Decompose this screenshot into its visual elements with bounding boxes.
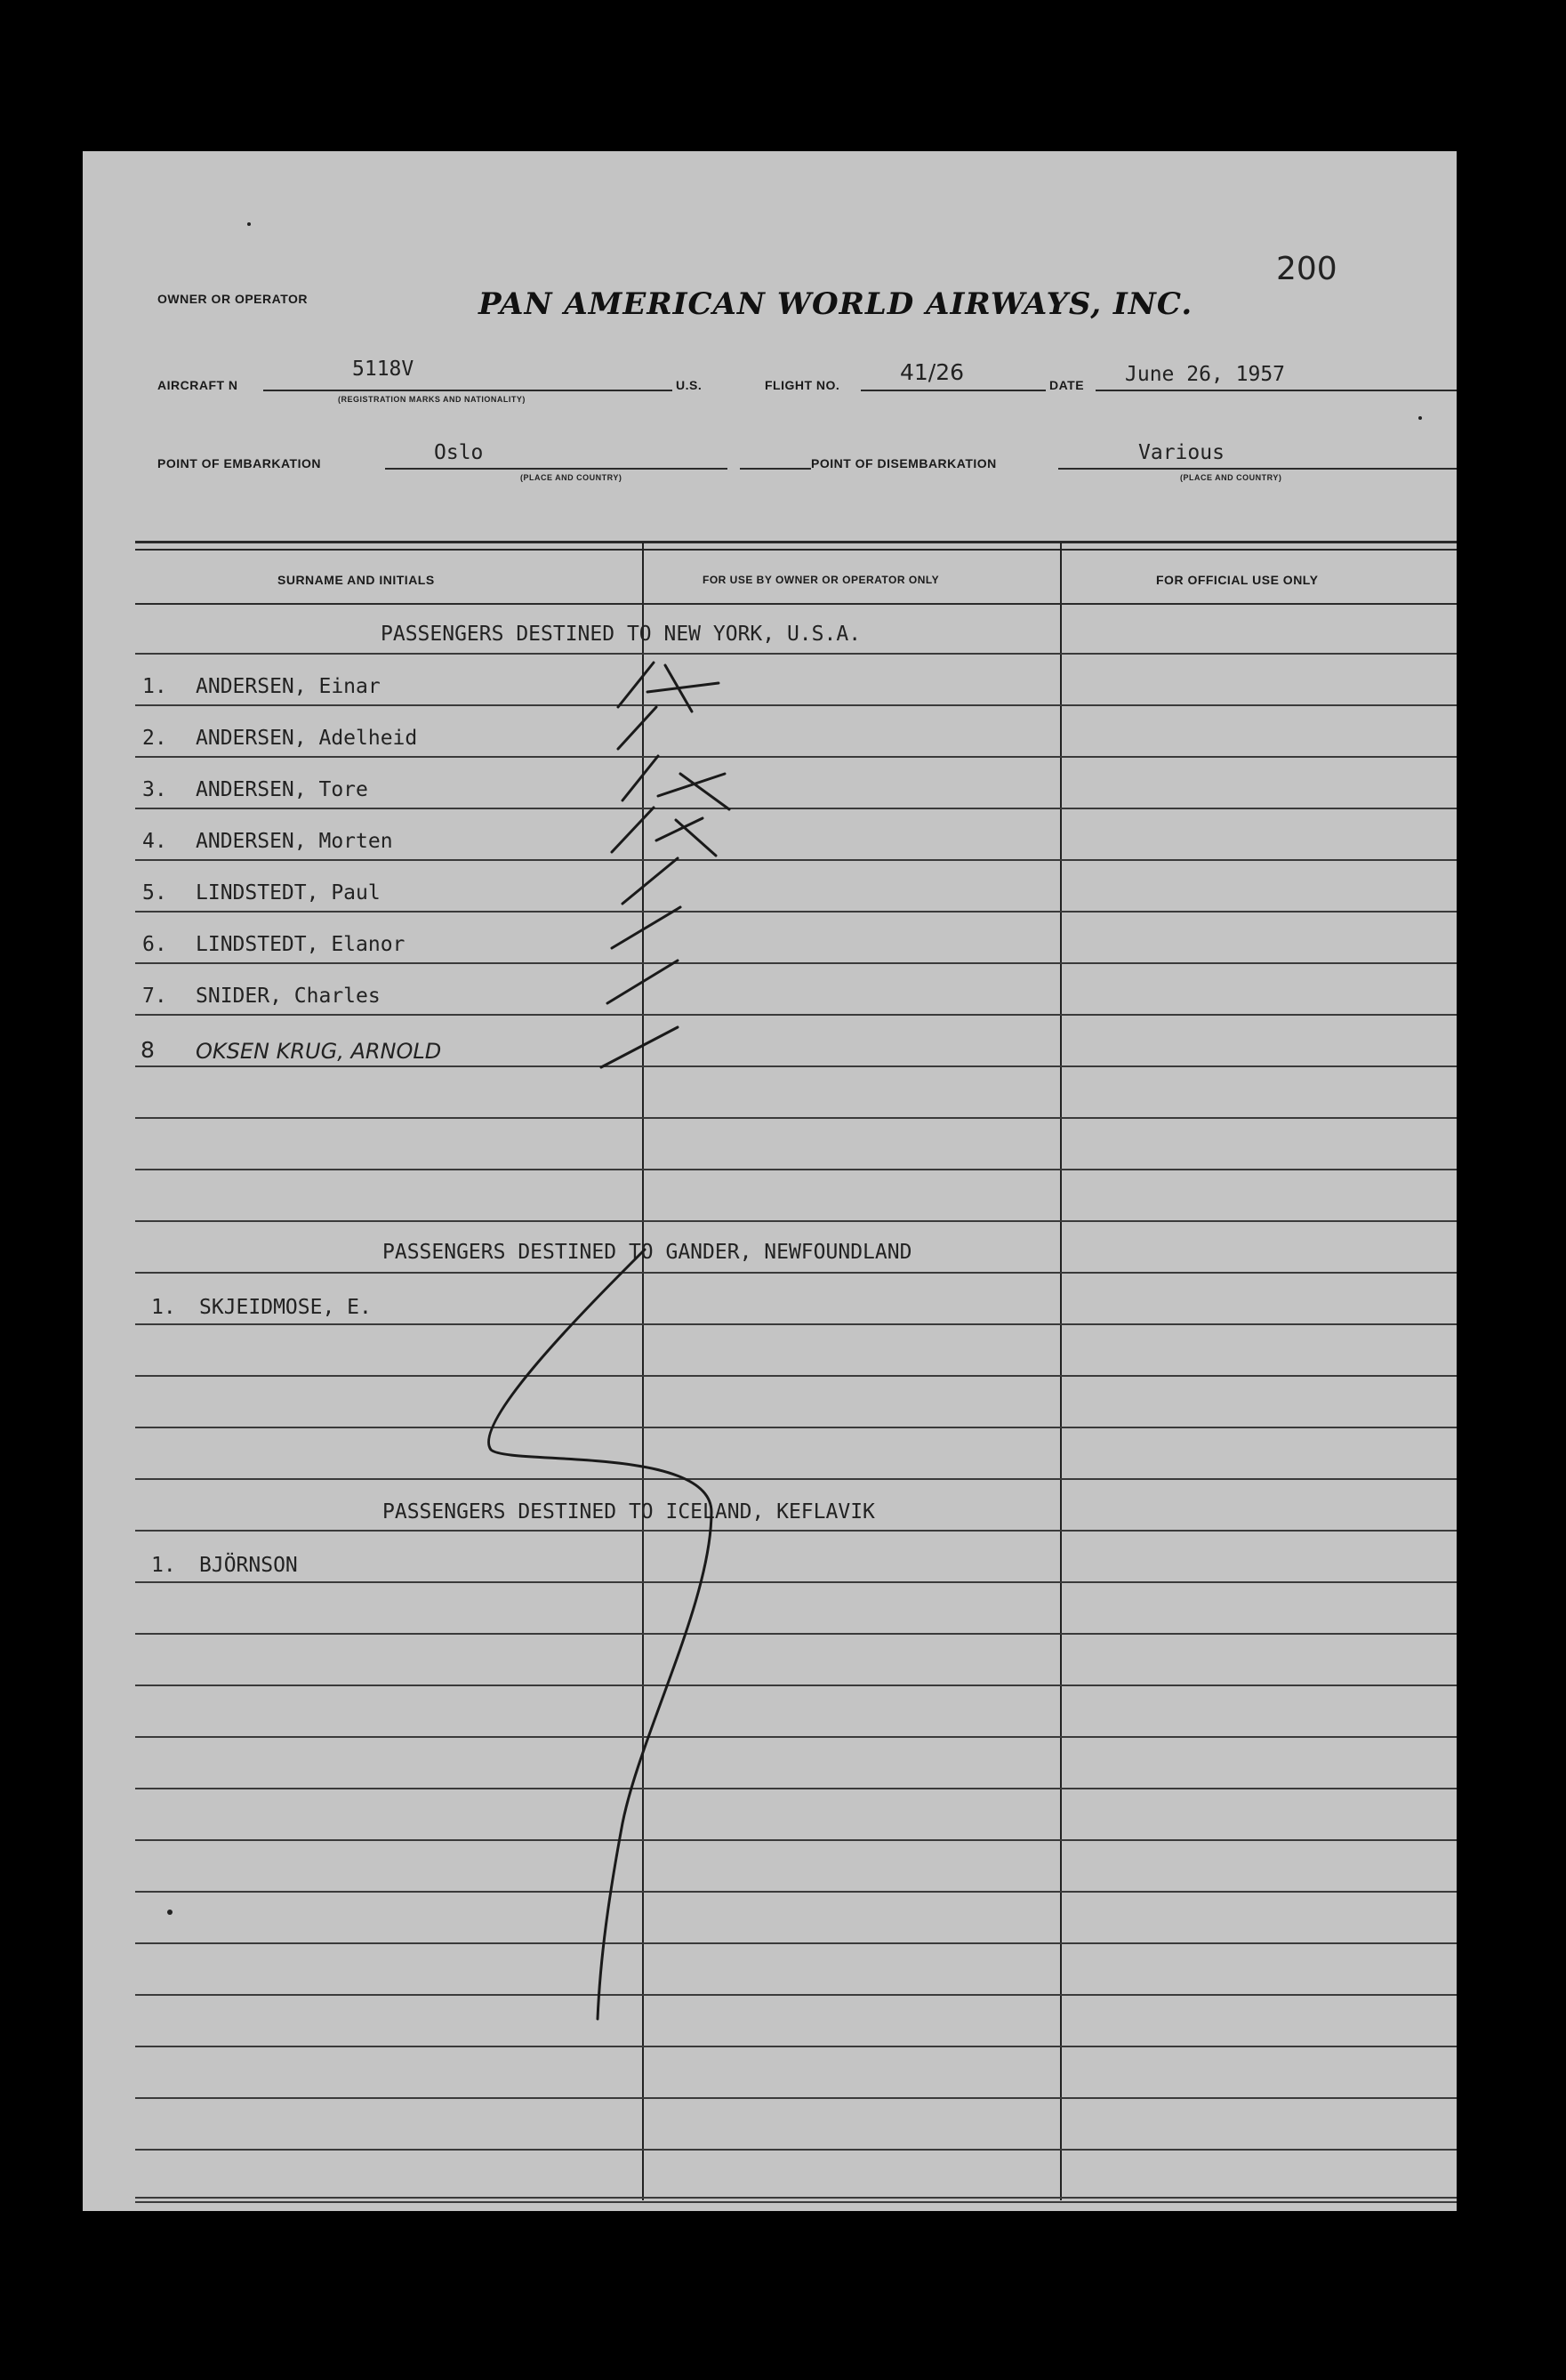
ruled-line — [135, 1169, 1457, 1170]
ruled-line — [135, 1530, 1457, 1532]
column-surname: SURNAME AND INITIALS — [277, 573, 435, 587]
ruled-line — [135, 1942, 1457, 1944]
column-divider-1 — [642, 543, 644, 2200]
header-bottom-rule — [135, 603, 1457, 605]
ruled-line — [135, 1684, 1457, 1686]
us-label: U.S. — [676, 378, 703, 392]
aircraft-sublabel: (REGISTRATION MARKS AND NATIONALITY) — [338, 395, 526, 404]
passenger-number: 5. — [142, 881, 167, 905]
ruled-line — [135, 1427, 1457, 1428]
ruled-line — [135, 1581, 1457, 1583]
ruled-line — [135, 2046, 1457, 2047]
flight-label: FLIGHT NO. — [765, 378, 840, 392]
ruled-line — [135, 911, 1457, 913]
ruled-line — [135, 1736, 1457, 1738]
owner-label: OWNER OR OPERATOR — [157, 292, 308, 306]
passenger-name: ANDERSEN, Einar — [196, 675, 381, 698]
page-number: 200 — [1276, 251, 1337, 287]
passenger-name: ANDERSEN, Adelheid — [196, 727, 418, 750]
ruled-line — [135, 1788, 1457, 1789]
ruled-line — [135, 756, 1457, 758]
ruled-line — [135, 704, 1457, 706]
ruled-line — [135, 1323, 1457, 1325]
disembark-value: Various — [1138, 441, 1225, 464]
ruled-line — [135, 859, 1457, 861]
flight-underline — [861, 390, 1046, 391]
embark-sublabel: (PLACE AND COUNTRY) — [520, 473, 622, 482]
ruled-line — [135, 1839, 1457, 1841]
ruled-line — [135, 962, 1457, 964]
ruled-line — [135, 1478, 1457, 1480]
embark-underline — [385, 468, 727, 470]
passenger-name: ANDERSEN, Tore — [196, 778, 368, 801]
passenger-number: 6. — [142, 933, 167, 956]
passenger-number: 1. — [151, 1554, 176, 1577]
disembark-underline — [1058, 468, 1457, 470]
passenger-number: 8 — [141, 1037, 155, 1063]
aircraft-underline — [263, 390, 672, 391]
ruled-line — [135, 1375, 1457, 1377]
ruled-line — [135, 2097, 1457, 2099]
passenger-number: 3. — [142, 778, 167, 801]
ruled-line — [135, 1014, 1457, 1016]
flight-value: 41/26 — [900, 359, 965, 385]
date-underline — [1096, 390, 1457, 391]
passenger-number: 2. — [142, 727, 167, 750]
date-value: June 26, 1957 — [1125, 363, 1286, 386]
passenger-name: LINDSTEDT, Paul — [196, 881, 381, 905]
section-heading-new-york: PASSENGERS DESTINED TO NEW YORK, U.S.A. — [381, 623, 862, 646]
company-name: PAN AMERICAN WORLD AIRWAYS, INC. — [478, 286, 1193, 322]
passenger-number: 1. — [142, 675, 167, 698]
table-top-rule — [135, 541, 1457, 543]
table-top-rule-2 — [135, 549, 1457, 551]
ruled-line — [135, 1220, 1457, 1222]
aircraft-value: 5118V — [352, 358, 414, 381]
embark-value: Oslo — [434, 441, 484, 464]
table-bottom-rule — [135, 2197, 1457, 2199]
passenger-name: LINDSTEDT, Elanor — [196, 933, 406, 956]
ruled-line — [135, 1117, 1457, 1119]
section-heading-iceland: PASSENGERS DESTINED TO ICELAND, KEFLAVIK — [382, 1500, 875, 1524]
passenger-number: 7. — [142, 985, 167, 1008]
ruled-line — [135, 1994, 1457, 1996]
section-heading-gander: PASSENGERS DESTINED TO GANDER, NEWFOUNDLAND — [382, 1241, 912, 1264]
column-divider-2 — [1060, 543, 1062, 2200]
ruled-line — [135, 1633, 1457, 1635]
ruled-line — [135, 1272, 1457, 1274]
ruled-line — [135, 653, 1457, 655]
ruled-line — [135, 1891, 1457, 1893]
ruled-line — [135, 1065, 1457, 1067]
passenger-name: ANDERSEN, Morten — [196, 830, 393, 853]
embark-label: POINT OF EMBARKATION — [157, 456, 321, 470]
disembark-lead-line — [740, 468, 811, 470]
column-official-use: FOR OFFICIAL USE ONLY — [1156, 573, 1319, 587]
disembark-label: POINT OF DISEMBARKATION — [811, 456, 997, 470]
passenger-number: 4. — [142, 830, 167, 853]
passenger-name: OKSEN KRUG, ARNOLD — [196, 1039, 442, 1064]
disembark-sublabel: (PLACE AND COUNTRY) — [1180, 473, 1282, 482]
passenger-name: BJÖRNSON — [199, 1554, 298, 1577]
aircraft-label: AIRCRAFT N — [157, 378, 238, 392]
column-owner-use: FOR USE BY OWNER OR OPERATOR ONLY — [703, 574, 940, 586]
passenger-number: 1. — [151, 1296, 176, 1319]
passenger-name: SKJEIDMOSE, E. — [199, 1296, 372, 1319]
date-label: DATE — [1049, 378, 1085, 392]
ruled-line — [135, 808, 1457, 809]
ruled-line — [135, 2149, 1457, 2151]
passenger-name: SNIDER, Charles — [196, 985, 381, 1008]
